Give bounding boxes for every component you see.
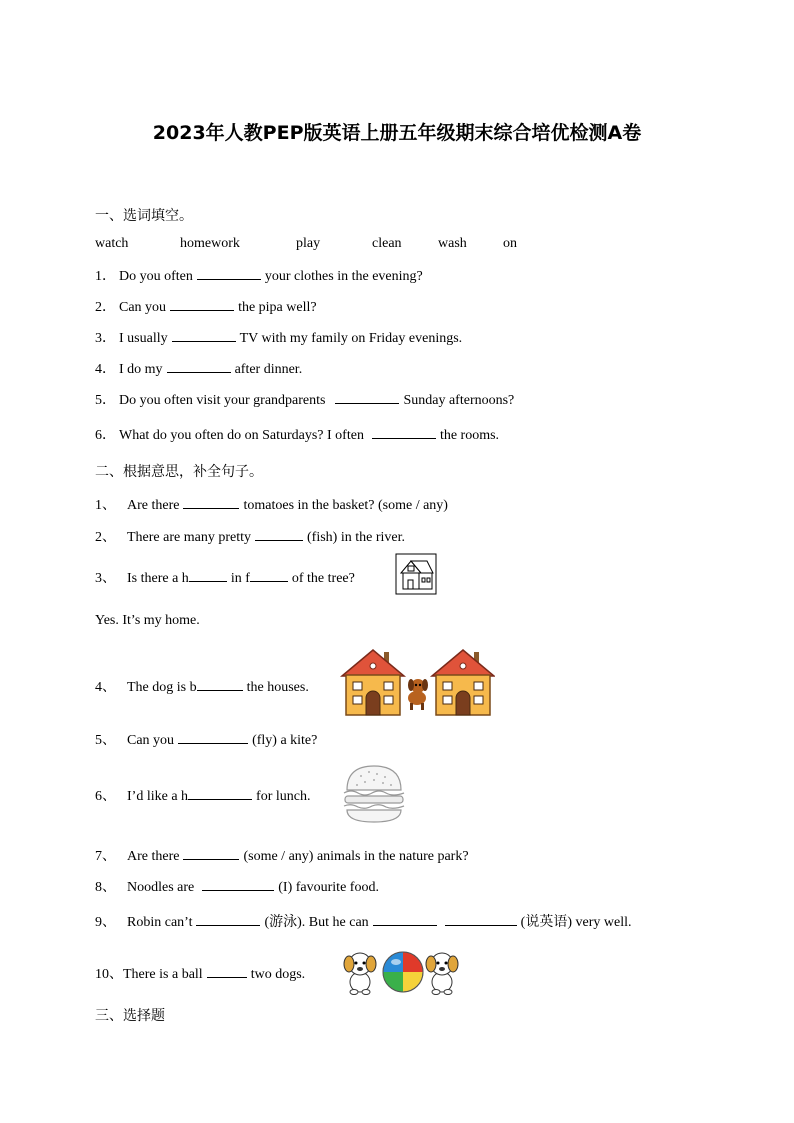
dogs-and-ball-picture [342, 946, 460, 996]
word-item: wash [438, 236, 467, 251]
answer-blank[interactable] [197, 267, 261, 280]
house-right [432, 650, 494, 715]
question-text: Do you often visit your grandparents [119, 393, 326, 408]
question-text: Do you often [119, 269, 193, 284]
s2-question-7 [95, 845, 469, 865]
question-text: Can you [119, 300, 167, 315]
section-1-heading: 一、选词填空。 [95, 208, 193, 224]
question-text: Robin can’t [127, 915, 193, 930]
question-number: 1． [95, 269, 116, 284]
s2-question-10 [95, 963, 305, 983]
question-number: 6． [95, 428, 116, 443]
question-number: 6、 [95, 789, 116, 804]
answer-blank[interactable] [167, 360, 231, 373]
answer-blank[interactable] [255, 528, 303, 541]
question-number: 3． [95, 331, 116, 346]
question-number: 4． [95, 362, 116, 377]
answer-blank[interactable] [183, 496, 239, 509]
house-left [342, 650, 404, 715]
word-item: on [503, 236, 517, 251]
question-number: 8、 [95, 880, 116, 895]
s2-question-6 [95, 785, 310, 805]
s2-question-4 [95, 676, 309, 696]
s2-question-3-answer: Yes. It’s my home. [95, 613, 200, 628]
s2-question-1 [95, 494, 448, 514]
word-item: homework [180, 236, 240, 251]
question-text: I usually [119, 331, 168, 346]
answer-blank[interactable] [202, 878, 274, 891]
answer-blank[interactable] [197, 678, 243, 691]
s1-question-2 [95, 296, 317, 316]
question-text: after dinner. [234, 362, 303, 377]
question-text: I do my [119, 362, 163, 377]
question-text: Are there [127, 498, 180, 513]
dog-left [344, 953, 376, 995]
dog-right [426, 953, 458, 995]
question-number: 2、 [95, 530, 116, 545]
answer-blank[interactable] [373, 913, 437, 926]
question-text: in f [230, 571, 250, 586]
question-text: (说英语) very well. [520, 915, 632, 930]
s2-question-3 [95, 567, 355, 587]
question-text: for lunch. [256, 789, 311, 804]
question-text: tomatoes in the basket? (some / any) [243, 498, 448, 513]
question-number: 7、 [95, 849, 116, 864]
question-text: your clothes in the evening? [264, 269, 423, 284]
answer-blank[interactable] [445, 913, 517, 926]
s1-question-5 [95, 389, 514, 409]
answer-blank[interactable] [178, 731, 248, 744]
question-text: I’d like a h [127, 789, 189, 804]
word-bank [95, 236, 517, 252]
question-text: The dog is b [127, 680, 197, 695]
ball [383, 952, 423, 992]
s2-question-2 [95, 526, 405, 546]
answer-blank[interactable] [196, 913, 260, 926]
question-number: 5． [95, 393, 116, 408]
question-text: There are many pretty [127, 530, 251, 545]
question-number: 3、 [95, 571, 116, 586]
question-number: 9、 [95, 915, 116, 930]
s2-question-9 [95, 911, 631, 931]
answer-blank[interactable] [189, 569, 227, 582]
dog [408, 679, 428, 710]
question-text: two dogs. [250, 967, 306, 982]
hamburger-picture [341, 760, 407, 826]
question-number: 1、 [95, 498, 116, 513]
question-text: TV with my family on Friday evenings. [239, 331, 463, 346]
question-number: 2． [95, 300, 116, 315]
page-title: 2023年人教PEP版英语上册五年级期末综合培优检测A卷 [152, 122, 642, 144]
answer-blank[interactable] [172, 329, 236, 342]
question-text: Sunday afternoons? [403, 393, 515, 408]
answer-blank[interactable] [250, 569, 288, 582]
question-text: the pipa well? [238, 300, 317, 315]
word-item: play [296, 236, 321, 251]
question-text: (fly) a kite? [252, 733, 318, 748]
answer-blank[interactable] [170, 298, 234, 311]
question-text: Can you [127, 733, 175, 748]
question-number: 10、 [95, 967, 123, 982]
s2-question-5 [95, 729, 317, 749]
answer-blank[interactable] [207, 965, 247, 978]
answer-blank[interactable] [188, 787, 252, 800]
houses-and-dog-picture [340, 648, 495, 718]
question-text: the houses. [246, 680, 309, 695]
question-text: There is a ball [123, 967, 203, 982]
answer-blank[interactable] [335, 391, 399, 404]
question-text: Are there [127, 849, 180, 864]
section-2-heading: 二、根据意思，补全句子。 [95, 464, 263, 480]
s1-question-6 [95, 424, 499, 444]
section-3-heading: 三、选择题 [95, 1008, 165, 1024]
word-item: watch [95, 236, 129, 251]
question-number: 4、 [95, 680, 116, 695]
question-text: of the tree? [291, 571, 355, 586]
s1-question-1 [95, 265, 423, 285]
s1-question-4 [95, 358, 302, 378]
question-text: Is there a h [127, 571, 189, 586]
question-text: Noodles are [127, 880, 195, 895]
question-number: 5、 [95, 733, 116, 748]
s2-question-8 [95, 876, 379, 896]
question-text: the rooms. [439, 428, 500, 443]
answer-blank[interactable] [372, 426, 436, 439]
s1-question-3 [95, 327, 462, 347]
question-text: (some / any) animals in the nature park? [243, 849, 469, 864]
question-text: (游泳). But he can [264, 915, 369, 930]
word-item: clean [372, 236, 402, 251]
house-picture [395, 553, 437, 595]
answer-blank[interactable] [183, 847, 239, 860]
question-text: (fish) in the river. [307, 530, 405, 545]
question-text: What do you often do on Saturdays? I often [119, 428, 364, 443]
question-text: (I) favourite food. [278, 880, 379, 895]
